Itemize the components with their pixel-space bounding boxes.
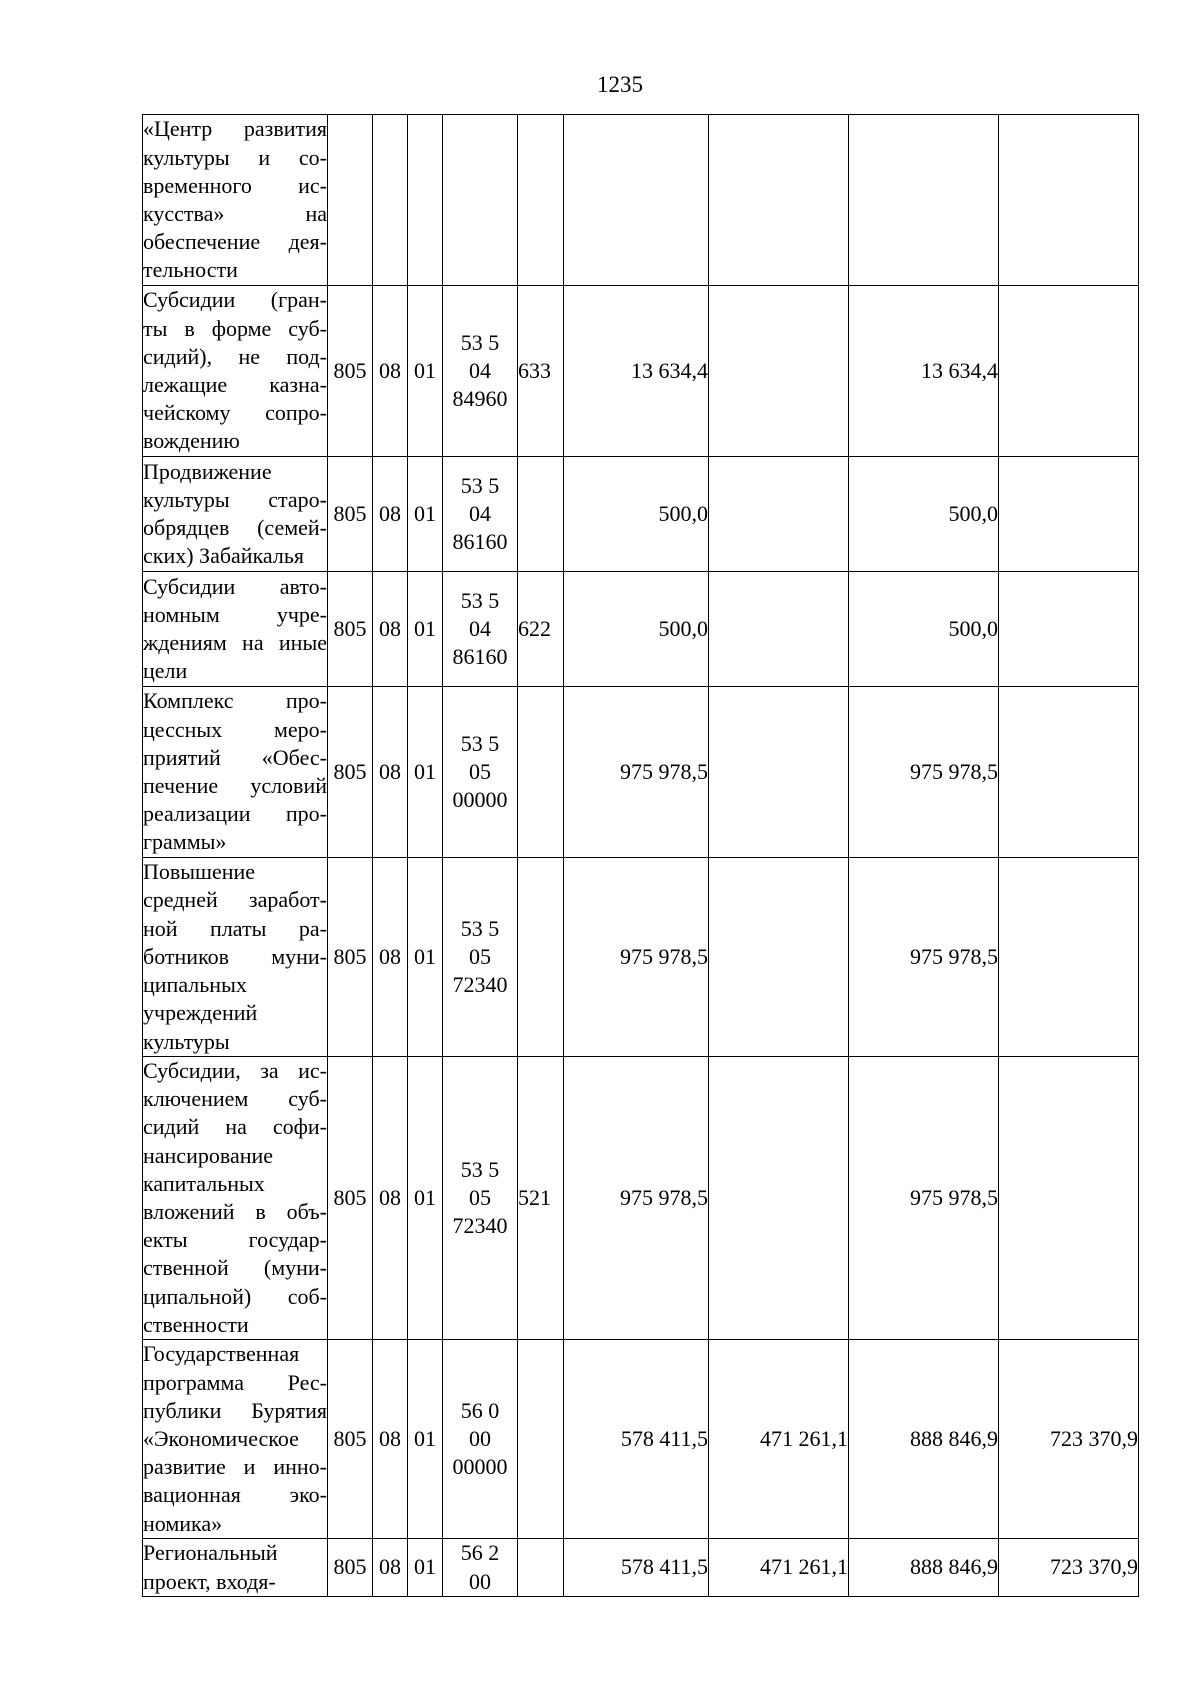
pr-cell: 01: [408, 457, 443, 572]
row-name-line: средней заработ-: [143, 887, 327, 913]
amount-cell-v4: [999, 572, 1139, 687]
ved-cell: 805: [328, 1340, 373, 1539]
row-name-line: нансирование: [143, 1142, 274, 1168]
csr-cell: [443, 1539, 518, 1597]
table-row: [143, 687, 1139, 858]
budget-table: [142, 114, 1139, 1597]
amount-cell-v3: 13 634,4: [849, 286, 999, 457]
amount-cell-v4: 723 370,9: [999, 1539, 1139, 1597]
csr-line: 00000: [452, 1454, 508, 1480]
table-row: [143, 115, 1139, 286]
amount-cell-v4: [999, 286, 1139, 457]
rz-cell: 08: [373, 572, 408, 687]
row-name-line: ственной (муни-: [143, 1255, 327, 1281]
row-name-line: ной платы ра-: [143, 915, 327, 941]
amount-cell-v3: [849, 115, 999, 286]
row-name-line: ключением суб-: [143, 1086, 327, 1112]
amount-cell-v3: 888 846,9: [849, 1340, 999, 1539]
row-name-cell: [143, 286, 328, 457]
csr-line: 53 5: [460, 587, 500, 613]
amount-cell-v4: [999, 457, 1139, 572]
ved-cell: [328, 115, 373, 286]
row-name-line: Региональный: [143, 1540, 278, 1566]
row-name-line: сидий), не под-: [143, 343, 327, 369]
row-name-cell: [143, 572, 328, 687]
ved-cell: 805: [328, 858, 373, 1057]
csr-line: 86160: [452, 644, 508, 670]
amount-cell-v2: [709, 286, 849, 457]
row-name-line: культуры и со-: [143, 144, 327, 170]
row-name-line: капитальных: [143, 1170, 265, 1196]
row-name-line: номным учре-: [143, 601, 327, 627]
ved-cell: 805: [328, 457, 373, 572]
csr-cell: [443, 115, 518, 286]
pr-cell: [408, 115, 443, 286]
row-name-line: Субсидии авто-: [143, 573, 327, 599]
csr-line: 53 5: [460, 730, 500, 756]
row-name-line: граммы»: [143, 829, 227, 855]
csr-cell: [443, 1340, 518, 1539]
amount-cell-v4: [999, 687, 1139, 858]
row-name-line: учреждений: [143, 1000, 258, 1026]
row-name-line: ственности: [143, 1311, 249, 1337]
table-row: [143, 572, 1139, 687]
row-name-line: ждениям на иные: [143, 630, 327, 655]
page-number: 1235: [597, 72, 643, 97]
ved-cell: 805: [328, 1057, 373, 1340]
csr-line: 53 5: [460, 472, 500, 498]
amount-cell-v3: 500,0: [849, 457, 999, 572]
row-name-line: ципальных: [143, 972, 247, 998]
rz-cell: 08: [373, 1539, 408, 1597]
row-name-line: временного ис-: [143, 172, 327, 198]
csr-line: 56 0: [460, 1397, 500, 1423]
pr-cell: 01: [408, 687, 443, 858]
row-name-line: Субсидии (гран-: [143, 287, 327, 313]
pr-cell: 01: [408, 1057, 443, 1340]
rz-cell: 08: [373, 1057, 408, 1340]
csr-line: 84960: [452, 386, 508, 412]
rz-cell: 08: [373, 858, 408, 1057]
row-name-line: чейскому сопро-: [143, 400, 327, 426]
pr-cell: 01: [408, 1340, 443, 1539]
amount-cell-v2: [709, 457, 849, 572]
row-name-cell: [143, 858, 328, 1057]
table-row: [143, 1539, 1139, 1597]
amount-cell-v2: [709, 1057, 849, 1340]
table-row: [143, 858, 1139, 1057]
rz-cell: 08: [373, 457, 408, 572]
amount-cell-v4: [999, 858, 1139, 1057]
row-name-line: печение условий: [143, 773, 327, 798]
csr-line: 05: [469, 943, 491, 969]
amount-cell-v2: [709, 858, 849, 1057]
vr-cell: [518, 115, 564, 286]
pr-cell: 01: [408, 1539, 443, 1597]
ved-cell: 805: [328, 1539, 373, 1597]
amount-cell-v2: [709, 687, 849, 858]
csr-line: 53 5: [460, 329, 500, 355]
table-row: [143, 1340, 1139, 1539]
csr-line: 72340: [452, 1213, 508, 1239]
vr-cell: [518, 1340, 564, 1539]
row-name-line: культуры старо-: [143, 486, 327, 512]
amount-cell-v1: 13 634,4: [564, 286, 709, 457]
csr-cell: [443, 858, 518, 1057]
csr-cell: [443, 457, 518, 572]
table-row: [143, 457, 1139, 572]
csr-line: 04: [469, 615, 491, 641]
amount-cell-v3: 975 978,5: [849, 687, 999, 858]
csr-cell: [443, 687, 518, 858]
row-name-line: вождению: [143, 428, 240, 454]
csr-line: 53 5: [460, 1156, 500, 1182]
rz-cell: 08: [373, 687, 408, 858]
row-name-line: обрядцев (семей-: [143, 515, 327, 540]
row-name-line: приятий «Обес-: [143, 744, 327, 770]
row-name-cell: [143, 457, 328, 572]
csr-line: 04: [469, 500, 491, 526]
row-name-cell: [143, 115, 328, 286]
row-name-line: вложений в объ-: [143, 1199, 327, 1225]
row-name-cell: [143, 1057, 328, 1340]
row-name-line: цели: [143, 658, 188, 684]
ved-cell: 805: [328, 286, 373, 457]
vr-cell: [518, 858, 564, 1057]
row-name-line: ских) Забайкалья: [143, 543, 305, 569]
vr-cell: [518, 457, 564, 572]
rz-cell: 08: [373, 286, 408, 457]
row-name-line: лежащие казна-: [143, 372, 327, 397]
ved-cell: 805: [328, 687, 373, 858]
row-name-line: реализации про-: [143, 801, 327, 827]
row-name-line: ципальной) соб-: [143, 1283, 327, 1309]
amount-cell-v3: 500,0: [849, 572, 999, 687]
row-name-line: кусства» на: [143, 201, 327, 226]
csr-line: 05: [469, 758, 491, 784]
row-name-line: номика»: [143, 1510, 223, 1536]
amount-cell-v1: 975 978,5: [564, 858, 709, 1057]
row-name-line: сидий на софи-: [143, 1114, 327, 1140]
amount-cell-v1: 500,0: [564, 572, 709, 687]
amount-cell-v1: 500,0: [564, 457, 709, 572]
ved-cell: 805: [328, 572, 373, 687]
csr-cell: [443, 572, 518, 687]
vr-cell: 622: [518, 572, 564, 687]
row-name-line: обеспечение дея-: [143, 229, 327, 255]
csr-line: 04: [469, 357, 491, 383]
row-name-line: ботников муни-: [143, 943, 327, 969]
csr-line: 56 2: [460, 1540, 500, 1566]
amount-cell-v1: 975 978,5: [564, 687, 709, 858]
pr-cell: 01: [408, 572, 443, 687]
vr-cell: [518, 1539, 564, 1597]
row-name-line: Комплекс про-: [143, 688, 327, 714]
row-name-line: культуры: [143, 1028, 230, 1054]
amount-cell-v1: 578 411,5: [564, 1340, 709, 1539]
amount-cell-v2: 471 261,1: [709, 1539, 849, 1597]
amount-cell-v3: 975 978,5: [849, 858, 999, 1057]
row-name-line: Повышение: [143, 859, 256, 885]
row-name-line: развитие и инно-: [143, 1454, 327, 1480]
amount-cell-v4: [999, 115, 1139, 286]
csr-line: 00000: [452, 787, 508, 813]
amount-cell-v4: 723 370,9: [999, 1340, 1139, 1539]
pr-cell: 01: [408, 286, 443, 457]
row-name-line: вационная эко-: [143, 1482, 327, 1508]
rz-cell: [373, 115, 408, 286]
csr-line: 86160: [452, 529, 508, 555]
table-row: [143, 1057, 1139, 1340]
amount-cell-v2: [709, 115, 849, 286]
csr-line: 00: [469, 1425, 491, 1451]
pr-cell: 01: [408, 858, 443, 1057]
row-name-line: ты в форме суб-: [143, 315, 327, 341]
row-name-line: Продвижение: [143, 458, 272, 484]
table-row: [143, 286, 1139, 457]
row-name-line: проект, входя-: [143, 1568, 276, 1594]
vr-cell: [518, 687, 564, 858]
amount-cell-v3: 888 846,9: [849, 1539, 999, 1597]
csr-line: 00: [469, 1568, 491, 1594]
row-name-line: Субсидии, за ис-: [143, 1058, 327, 1083]
csr-line: 05: [469, 1184, 491, 1210]
row-name-line: цессных меро-: [143, 716, 327, 742]
rz-cell: 08: [373, 1340, 408, 1539]
row-name-cell: [143, 1340, 328, 1539]
amount-cell-v4: [999, 1057, 1139, 1340]
csr-cell: [443, 1057, 518, 1340]
csr-line: 53 5: [460, 915, 500, 941]
row-name-line: «Экономическое: [143, 1425, 299, 1451]
row-name-line: екты государ-: [143, 1227, 327, 1253]
row-name-line: программа Рес-: [143, 1369, 327, 1395]
row-name-line: Государственная: [143, 1341, 300, 1367]
amount-cell-v1: [564, 115, 709, 286]
vr-cell: 521: [518, 1057, 564, 1340]
row-name-line: тельности: [143, 257, 238, 283]
amount-cell-v3: 975 978,5: [849, 1057, 999, 1340]
csr-line: 72340: [452, 972, 508, 998]
row-name-cell: [143, 687, 328, 858]
row-name-line: «Центр развития: [143, 116, 327, 142]
csr-cell: [443, 286, 518, 457]
row-name-cell: [143, 1539, 328, 1597]
amount-cell-v1: 975 978,5: [564, 1057, 709, 1340]
amount-cell-v1: 578 411,5: [564, 1539, 709, 1597]
amount-cell-v2: [709, 572, 849, 687]
row-name-line: публики Бурятия: [143, 1397, 327, 1423]
vr-cell: 633: [518, 286, 564, 457]
amount-cell-v2: 471 261,1: [709, 1340, 849, 1539]
